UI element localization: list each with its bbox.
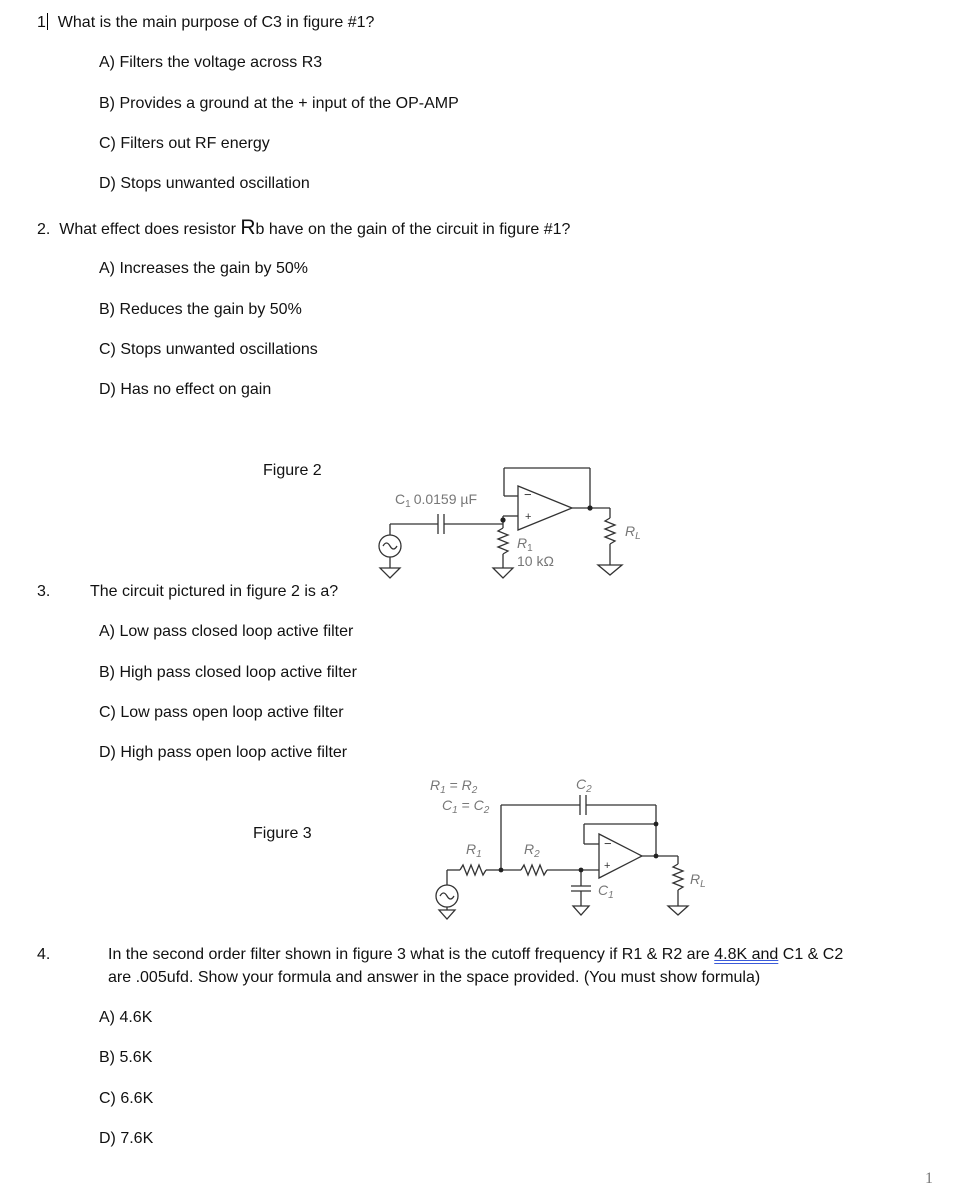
figure-3-r1-label: R bbox=[466, 841, 477, 857]
figure-2-r1-label: R bbox=[517, 535, 528, 551]
question-1 bbox=[37, 13, 374, 32]
figure-3-eq2-a-sub: 1 bbox=[452, 805, 458, 816]
svg-text:R2 bbox=[524, 841, 540, 860]
svg-text:RL bbox=[625, 523, 641, 542]
figure-2-label: Figure 2 bbox=[263, 462, 322, 479]
figure-2-r1-value: 10 kΩ bbox=[517, 553, 554, 569]
figure-2-c1-label: C bbox=[395, 491, 406, 507]
question-4-option-a: A) 4.6K bbox=[99, 1009, 153, 1026]
question-2-text-r: R bbox=[240, 216, 256, 239]
figure-3-minus: − bbox=[604, 836, 612, 851]
figure-3-r2-label: R bbox=[524, 841, 535, 857]
figure-3-rl-label: R bbox=[690, 871, 701, 887]
svg-text:C1 bbox=[598, 882, 614, 901]
question-4-line-1 bbox=[108, 946, 843, 964]
svg-text:R1 = R2 bbox=[430, 777, 478, 796]
figure-3-c1-sub: 1 bbox=[608, 890, 614, 901]
question-3-option-a: A) Low pass closed loop active filter bbox=[99, 623, 354, 640]
figure-3-eq2-b-sub: 2 bbox=[483, 805, 490, 816]
figure-3-plus: + bbox=[604, 860, 611, 872]
junction-dot bbox=[500, 517, 505, 522]
figure-3-eq1-eq: = bbox=[445, 777, 462, 793]
question-1-number: 1 bbox=[37, 14, 46, 31]
figure-3-eq1-a-sub: 1 bbox=[440, 785, 446, 796]
question-1-option-a: A) Filters the voltage across R3 bbox=[99, 54, 323, 71]
figure-3-c1-label: C bbox=[598, 882, 609, 898]
question-4-line-1-before: In the second order filter shown in figure 3 what is the cutoff frequency if R1 & R2 are bbox=[108, 946, 715, 963]
figure-3-eq2-b: C bbox=[473, 797, 484, 813]
figure-3-c2-label: C bbox=[576, 776, 587, 792]
figure-2-rl-label: R bbox=[625, 523, 636, 539]
text-cursor bbox=[47, 13, 48, 30]
svg-text:R1 bbox=[517, 535, 533, 554]
page-number: 1 bbox=[925, 1170, 933, 1187]
figure-3-eq2-a: C bbox=[442, 797, 453, 813]
question-2-number: 2. bbox=[37, 221, 51, 238]
figure-3-r1-sub: 1 bbox=[476, 849, 482, 860]
figure-2-plus: + bbox=[525, 511, 532, 523]
junction-dot bbox=[654, 822, 659, 827]
question-4-option-b: B) 5.6K bbox=[99, 1049, 153, 1066]
question-2-option-c: C) Stops unwanted oscillations bbox=[99, 341, 318, 358]
junction-dot bbox=[587, 505, 592, 510]
question-2-text-after: b have on the gain of the circuit in figure #1? bbox=[255, 221, 571, 238]
svg-text:C1 = C2 bbox=[442, 797, 490, 816]
question-3-option-d: D) High pass open loop active filter bbox=[99, 744, 348, 761]
figure-3-c2-sub: 2 bbox=[586, 784, 592, 795]
question-2-option-b: B) Reduces the gain by 50% bbox=[99, 301, 302, 318]
figure-3-eq1-a: R bbox=[430, 777, 441, 793]
junction-dot bbox=[579, 868, 584, 873]
figure-3-r2-sub: 2 bbox=[534, 849, 540, 860]
figure-2-schematic bbox=[372, 462, 652, 584]
svg-text:C10.0159 µF bbox=[395, 491, 477, 510]
question-1-option-c: C) Filters out RF energy bbox=[99, 135, 270, 152]
question-2-text-before: What effect does resistor bbox=[59, 221, 241, 238]
question-4-line-1-underlined: 4.8K and bbox=[714, 946, 779, 963]
question-3-option-c: C) Low pass open loop active filter bbox=[99, 704, 344, 721]
question-3-number: 3. bbox=[37, 583, 51, 600]
figure-2-rl-sub: L bbox=[635, 531, 641, 542]
question-4-line-1-after: C1 & C2 bbox=[778, 946, 844, 963]
figure-2-r1-sub: 1 bbox=[527, 543, 533, 554]
svg-text:R1 bbox=[466, 841, 482, 860]
question-2-option-d: D) Has no effect on gain bbox=[99, 381, 272, 398]
figure-3-label: Figure 3 bbox=[253, 825, 312, 842]
figure-3-eq1-b: R bbox=[461, 777, 472, 793]
question-4-line-2: are .005ufd. Show your formula and answer in the space provided. (You must show formula) bbox=[108, 969, 761, 986]
question-1-option-d: D) Stops unwanted oscillation bbox=[99, 175, 310, 192]
svg-text:RL bbox=[690, 871, 706, 890]
figure-2-minus: − bbox=[524, 487, 532, 502]
figure-2-c1-value: 0.0159 µF bbox=[413, 491, 478, 507]
svg-text:C2 bbox=[576, 776, 592, 795]
junction-dot bbox=[654, 854, 659, 859]
figure-3-eq1-b-sub: 2 bbox=[471, 785, 478, 796]
figure-3-schematic bbox=[420, 772, 720, 932]
question-2 bbox=[37, 216, 570, 240]
question-3-option-b: B) High pass closed loop active filter bbox=[99, 664, 357, 681]
question-1-text: What is the main purpose of C3 in figure #1? bbox=[57, 14, 375, 31]
question-1-option-b: B) Provides a ground at the + input of the OP-AMP bbox=[99, 95, 459, 112]
figure-3-eq2-eq: = bbox=[457, 797, 474, 813]
junction-dot bbox=[499, 868, 504, 873]
question-3-text: The circuit pictured in figure 2 is a? bbox=[90, 583, 339, 600]
question-4-number: 4. bbox=[37, 946, 51, 963]
figure-2-c1-sub: 1 bbox=[405, 499, 411, 510]
question-4-option-d: D) 7.6K bbox=[99, 1130, 154, 1147]
question-2-option-a: A) Increases the gain by 50% bbox=[99, 260, 309, 277]
figure-3-rl-sub: L bbox=[700, 879, 706, 890]
question-4-option-c: C) 6.6K bbox=[99, 1090, 154, 1107]
